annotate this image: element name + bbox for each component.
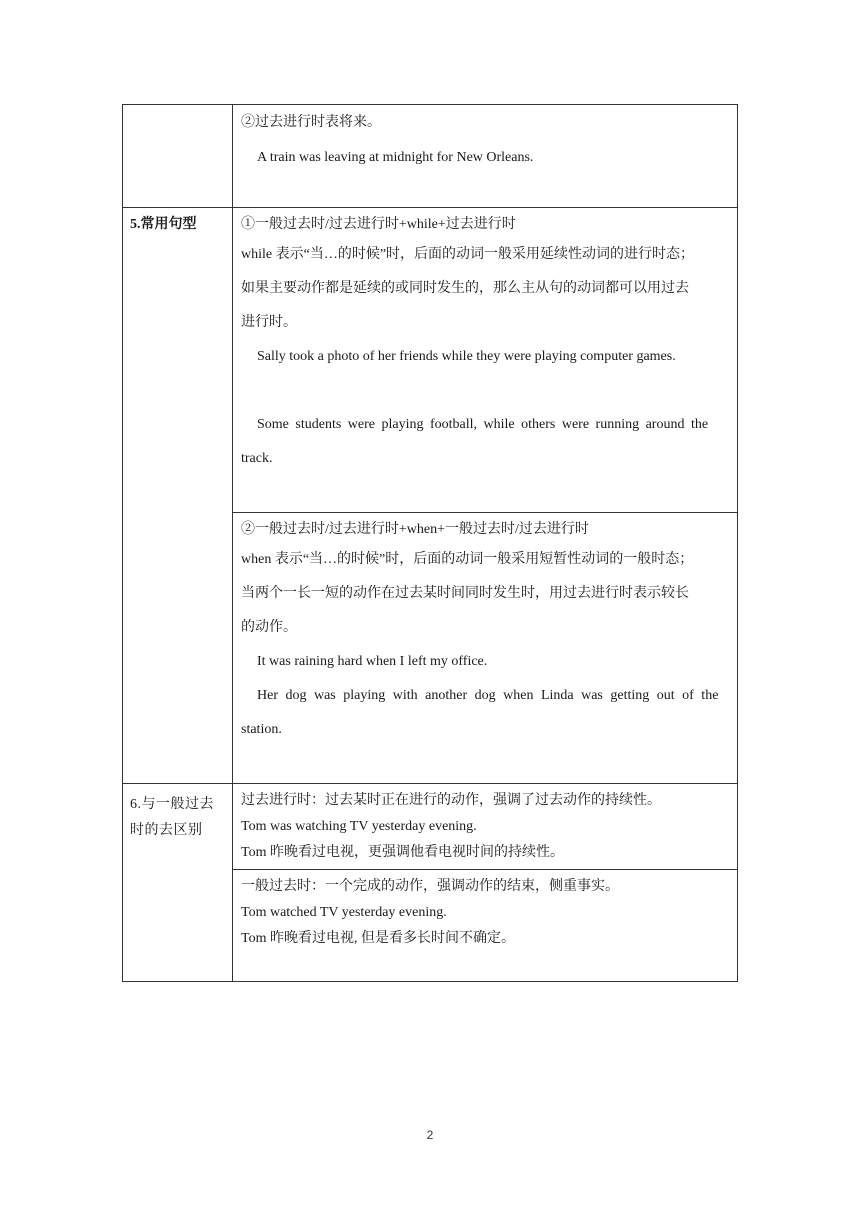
rule-heading: ②过去进行时表将来。 — [241, 115, 381, 130]
rule-explanation: 进行时。 — [241, 315, 297, 330]
rule-explanation: 当两个一长一短的动作在过去某时间同时发生时，用过去进行时表示较长 — [241, 586, 689, 601]
row-content — [233, 105, 738, 208]
example-sentence: Sally took a photo of her friends while they were playing computer games. — [257, 349, 676, 364]
example-sentence-continued: track. — [241, 451, 273, 466]
page-number: 2 — [426, 1128, 434, 1142]
table-row — [123, 784, 738, 870]
row-label: 5.常用句型 — [123, 208, 233, 784]
comparison-definition: 过去进行时：过去某时正在进行的动作，强调了过去动作的持续性。 — [241, 793, 661, 808]
rule-explanation: while 表示“当…的时候”时，后面的动词一般采用延续性动词的进行时态； — [241, 247, 695, 262]
row-content — [233, 870, 738, 982]
rule-heading: ②一般过去时/过去进行时+when+一般过去时/过去进行时 — [241, 522, 589, 537]
example-translation: Tom 昨晚看过电视, 但是看多长时间不确定。 — [241, 931, 515, 946]
example-sentence-continued: station. — [241, 722, 282, 737]
example-sentence: Tom watched TV yesterday evening. — [241, 905, 447, 920]
example-translation: Tom 昨晚看过电视，更强调他看电视时间的持续性。 — [241, 845, 564, 860]
table-row — [123, 105, 738, 208]
example-sentence: Her dog was playing with another dog when Linda was getting out of the — [257, 688, 719, 703]
row-content — [233, 208, 738, 513]
spacer — [241, 374, 730, 408]
comparison-definition: 一般过去时：一个完成的动作，强调动作的结束，侧重事实。 — [241, 879, 619, 894]
example-sentence: It was raining hard when I left my office. — [257, 654, 488, 669]
row-label: 6.与一般过去时的去区别 — [123, 784, 233, 982]
row-content — [233, 513, 738, 784]
row-content — [233, 784, 738, 870]
row-label — [123, 105, 233, 208]
rule-explanation: 的动作。 — [241, 620, 297, 635]
example-sentence: A train was leaving at midnight for New Orleans. — [257, 150, 534, 165]
example-sentence: Tom was watching TV yesterday evening. — [241, 819, 477, 834]
grammar-table — [122, 104, 738, 982]
rule-explanation: when 表示“当…的时候”时，后面的动词一般采用短暂性动词的一般时态； — [241, 552, 694, 567]
rule-heading: ①一般过去时/过去进行时+while+过去进行时 — [241, 217, 516, 232]
example-sentence: Some students were playing football, while others were running around the — [257, 417, 709, 432]
rule-explanation: 如果主要动作都是延续的或同时发生的，那么主从句的动词都可以用过去 — [241, 281, 689, 296]
table-row — [123, 208, 738, 513]
